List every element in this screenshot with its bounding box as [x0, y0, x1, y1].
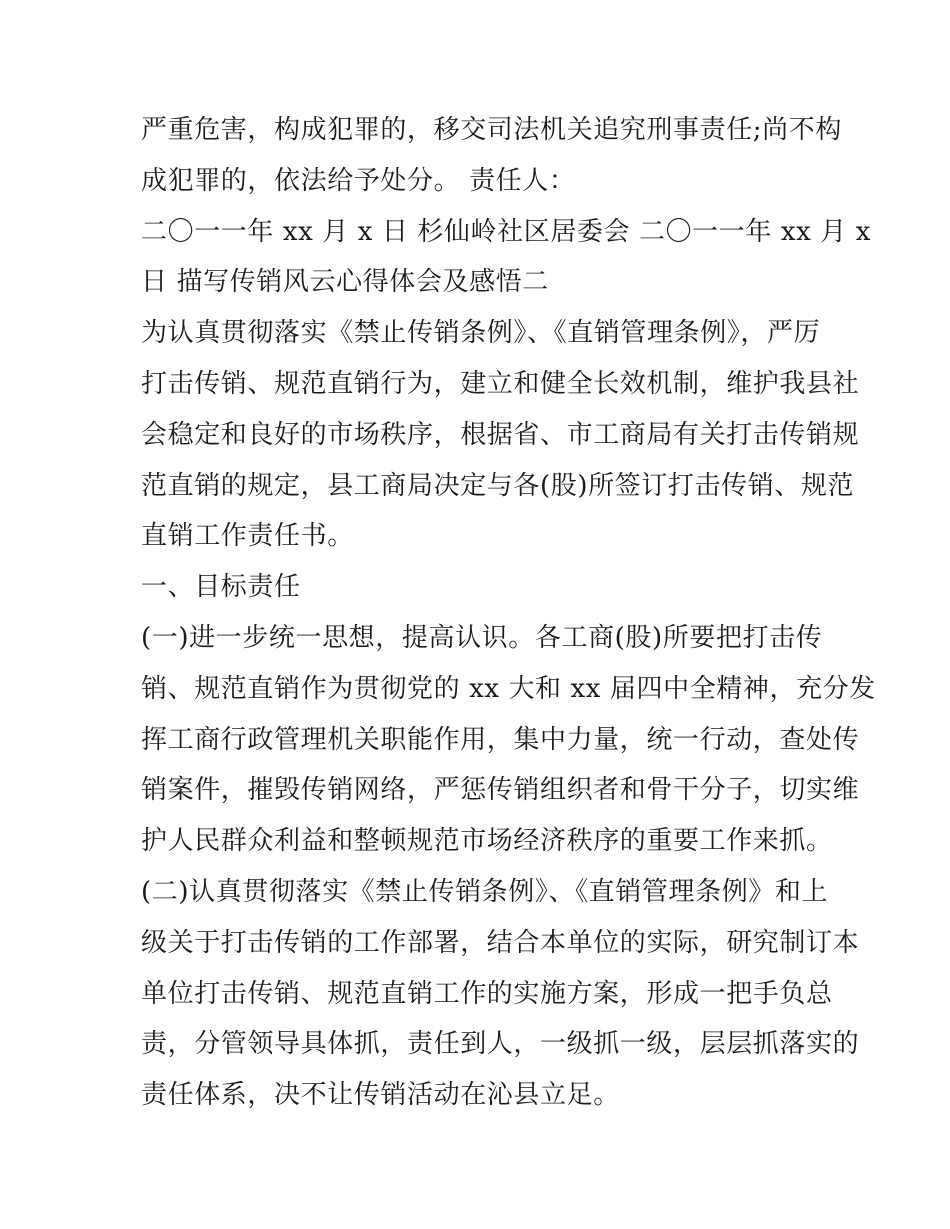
text-line: 成犯罪的，依法给予处分。 责任人：	[141, 165, 576, 196]
text-line: 挥工商行政管理机关职能作用，集中力量，统一行动，查处传	[141, 724, 860, 755]
text-line: 严重危害，构成犯罪的，移交司法机关追究刑事责任;尚不构	[141, 115, 842, 145]
text-line: 范直销的规定，县工商局决定与各(股)所签订打击传销、规范	[141, 470, 855, 501]
section-heading: 一、目标责任	[141, 572, 301, 603]
text-line: 为认真贯彻落实《禁止传销条例》、《直销管理条例》，严厉	[141, 318, 821, 349]
text-line: 销、规范直销作为贯彻党的 xx 大和 xx 届四中全精神，充分发	[141, 673, 876, 704]
text-line: 打击传销、规范直销行为，建立和健全长效机制，维护我县社	[141, 368, 860, 399]
text-line: 责，分管领导具体抓，责任到人，一级抓一级，层层抓落实的	[141, 1029, 860, 1060]
text-line: 单位打击传销、规范直销工作的实施方案，形成一把手负总	[141, 978, 833, 1009]
text-line: 日 描写传销风云心得体会及感悟二	[141, 267, 549, 298]
text-line: 责任体系，决不让传销活动在沁县立足。	[141, 1080, 620, 1111]
text-line: 级关于打击传销的工作部署，结合本单位的实际，研究制订本	[141, 927, 860, 958]
text-line: 护人民群众利益和整顿规范市场经济秩序的重要工作来抓。	[141, 826, 833, 857]
text-line: 直销工作责任书。	[141, 521, 354, 552]
text-line: (二)认真贯彻落实《禁止传销条例》、《直销管理条例》和上	[141, 876, 829, 907]
text-line: 销案件，摧毁传销网络，严惩传销组织者和骨干分子，切实维	[141, 775, 860, 806]
text-line: (一)进一步统一思想，提高认识。各工商(股)所要把打击传	[141, 622, 823, 653]
text-line: 二〇一一年 xx 月 x 日 杉仙岭社区居委会 二〇一一年 xx 月 x	[141, 216, 871, 247]
document-body	[141, 105, 876, 1121]
text-line: 会稳定和良好的市场秩序，根据省、市工商局有关打击传销规	[141, 419, 860, 450]
